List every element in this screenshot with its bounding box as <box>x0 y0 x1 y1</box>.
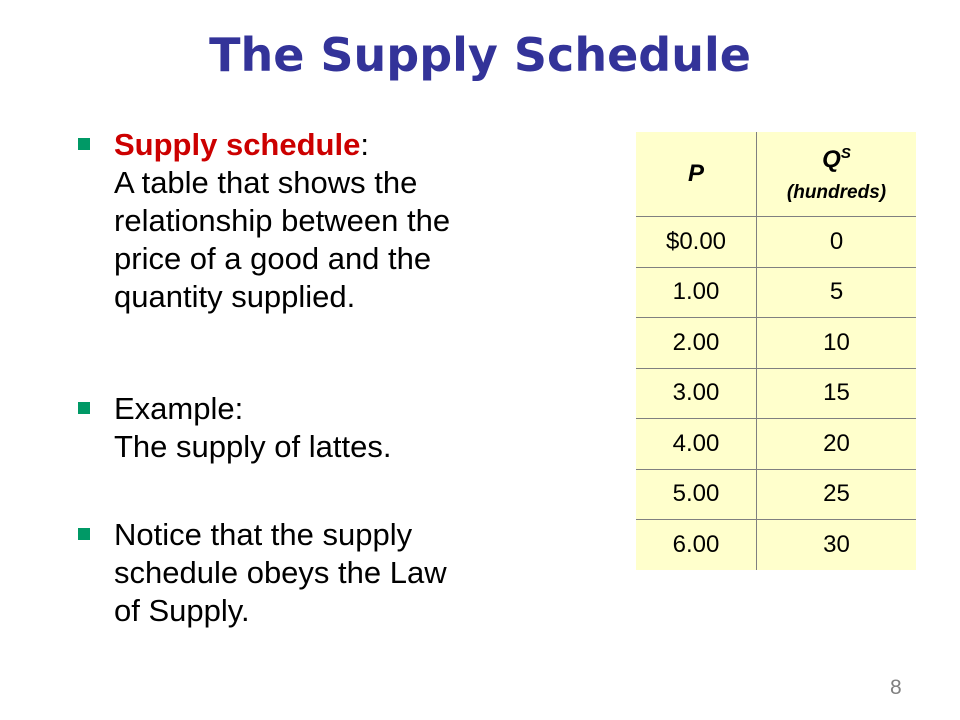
quantity-cell: 10 <box>757 318 917 369</box>
supply-schedule-table <box>636 132 916 570</box>
price-cell: 1.00 <box>636 267 757 318</box>
table-row <box>636 318 916 369</box>
price-cell: 5.00 <box>636 469 757 520</box>
square-bullet-icon <box>78 402 90 414</box>
price-cell: 3.00 <box>636 368 757 419</box>
quantity-cell: 25 <box>757 469 917 520</box>
bullet-definition <box>78 126 548 316</box>
table-row <box>636 520 916 570</box>
table-header-row <box>636 132 916 217</box>
square-bullet-icon <box>78 528 90 540</box>
bullet-notice <box>78 516 548 630</box>
bullet-line: A table that shows the <box>114 165 418 200</box>
header-quantity-supplied <box>757 132 917 217</box>
term-suffix: : <box>360 127 369 162</box>
square-bullet-icon <box>78 138 90 150</box>
header-price: P <box>636 132 757 217</box>
bullet-line: relationship between the <box>114 203 451 238</box>
quantity-cell: 15 <box>757 368 917 419</box>
bullet-example <box>78 390 548 466</box>
bullet-line: Example: <box>114 391 244 426</box>
price-cell: $0.00 <box>636 217 757 268</box>
table-row <box>636 267 916 318</box>
header-q-unit: (hundreds) <box>786 181 887 203</box>
price-cell: 4.00 <box>636 419 757 470</box>
bullet-line: quantity supplied. <box>114 279 356 314</box>
header-q-letter: Q <box>822 145 841 173</box>
bullet-line: of Supply. <box>114 593 250 628</box>
term-supply-schedule: Supply schedule <box>114 127 361 162</box>
table-row <box>636 419 916 470</box>
slide-title: The Supply Schedule <box>209 28 751 82</box>
bullet-line: Notice that the supply <box>114 517 413 552</box>
bullet-text <box>114 390 548 466</box>
quantity-cell: 30 <box>823 530 850 558</box>
table-row <box>636 368 916 419</box>
quantity-cell: 20 <box>757 419 917 470</box>
price-cell: 2.00 <box>636 318 757 369</box>
table-row <box>636 469 916 520</box>
bullet-text <box>114 516 548 630</box>
bullet-line: price of a good and the <box>114 241 432 276</box>
header-q-superscript: S <box>840 144 851 162</box>
quantity-cell: 0 <box>757 217 917 268</box>
bullet-text <box>114 126 548 316</box>
table-row <box>636 217 916 268</box>
bullet-line: schedule obeys the Law <box>114 555 447 590</box>
quantity-cell: 5 <box>757 267 917 318</box>
page-number: 8 <box>890 676 902 699</box>
bullet-line: The supply of lattes. <box>114 429 392 464</box>
price-cell: 6.00 <box>636 520 757 570</box>
